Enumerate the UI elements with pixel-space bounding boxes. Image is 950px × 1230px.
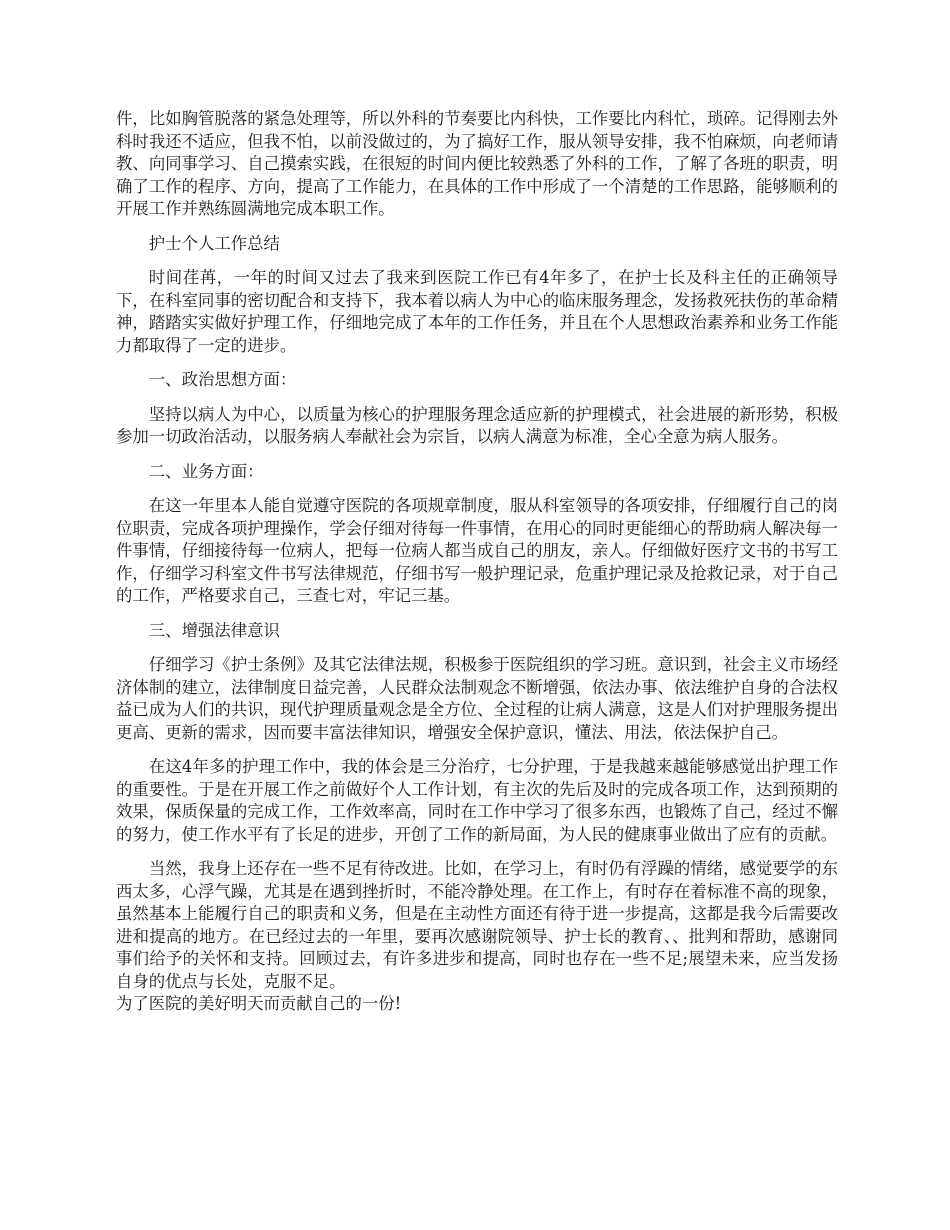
section-heading-politics: 一、政治思想方面： [148,370,297,389]
paragraph-continued: 件，比如胸管脱落的紧急处理等，所以外科的节奏要比内科快，工作要比内科忙，琐碎。记得刚去外科时我还不适应，但我不怕，以前没做过的，为了搞好工作，服从领导安排，我不怕麻烦，向老师请教、向同事学习、自己摸索实践，在很短的时间内便比较熟悉了外科的工作，了解了各班的职责，明确了工作的程序、方向，提高了工作能力，在具体的工作中形成了一个清楚的工作思路，能够顺利的开展工作并熟练圆满地完成本职工作。 [116,109,838,218]
paragraph-business: 在这一年里本人能自觉遵守医院的各项规章制度，服从科室领导的各项安排，仔细履行自己的岗位职责，完成各项护理操作，学会仔细对待每一件事情，在用心的同时更能细心的帮助病人解决每一件事情，仔细接待每一位病人，把每一位病人都当成自己的朋友，亲人。仔细做好医疗文书的书写工作，仔细学习科室文件书写法律规范，仔细书写一般护理记录，危重护理记录及抢救记录，对于自己的工作，严格要求自己，三查七对，牢记三基。 [116,496,838,605]
section-heading-law: 三、增强法律意识 [148,620,280,640]
paragraph-closing: 为了医院的美好明天而贡献自己的一份! [116,994,402,1013]
section-title-summary: 护士个人工作总结 [148,233,280,253]
paragraph-politics: 坚持以病人为中心，以质量为核心的护理服务理念适应新的护理模式，社会进展的新形势，积极参加一切政治活动，以服务病人奉献社会为宗旨，以病人满意为标准，全心全意为病人服务。 [116,404,838,446]
paragraph-intro: 时间荏苒，一年的时间又过去了我来到医院工作已有4年多了，在护士长及科主任的正确领导下，在科室同事的密切配合和支持下，我本着以病人为中心的临床服务理念，发扬救死扶伤的革命精神，踏踏实实做好护理工作，仔细地完成了本年的工作任务，并且在个人思想政治素养和业务工作能力都取得了一定的进步。 [116,268,838,355]
paragraph-shortcomings: 当然，我身上还存在一些不足有待改进。比如，在学习上，有时仍有浮躁的情绪，感觉要学的东西太多，心浮气躁，尤其是在遇到挫折时，不能冷静处理。在工作上，有时存在着标准不高的现象，虽然基本上能履行自己的职责和义务，但是在主动性方面还有待于进一步提高，这都是我今后需要改进和提高的地方。在已经过去的一年里，要再次感谢院领导、护士长的教育、、批判和帮助，感谢同事们给予的关怀和支持。回顾过去，有许多进步和提高，同时也存在一些不足;展望未来，应当发扬自身的优点与长处，克服不足。 [116,859,838,991]
paragraph-law: 仔细学习《护士条例》及其它法律法规，积极参于医院组织的学习班。意识到，社会主义市场经济体制的建立，法律制度日益完善，人民群众法制观念不断增强，依法办事、依法维护自身的合法权益已成为人们的共识，现代护理质量观念是全方位、全过程的让病人满意，这是人们对护理服务提出更高、更新的需求，因而要丰富法律知识，增强安全保护意识，懂法、用法，依法保护自己。 [116,655,838,742]
paragraph-experience: 在这4年多的护理工作中，我的体会是三分治疗，七分护理，于是我越来越能够感觉出护理工作的重要性。于是在开展工作之前做好个人工作计划，有主次的先后及时的完成各项工作，达到预期的效果，保质保量的完成工作，工作效率高，同时在工作中学习了很多东西，也锻炼了自己，经过不懈的努力，使工作水平有了长足的进步，开创了工作的新局面，为人民的健康事业做出了应有的贡献。 [116,757,838,844]
section-heading-business: 二、业务方面： [148,461,264,481]
document-page [116,108,838,1028]
